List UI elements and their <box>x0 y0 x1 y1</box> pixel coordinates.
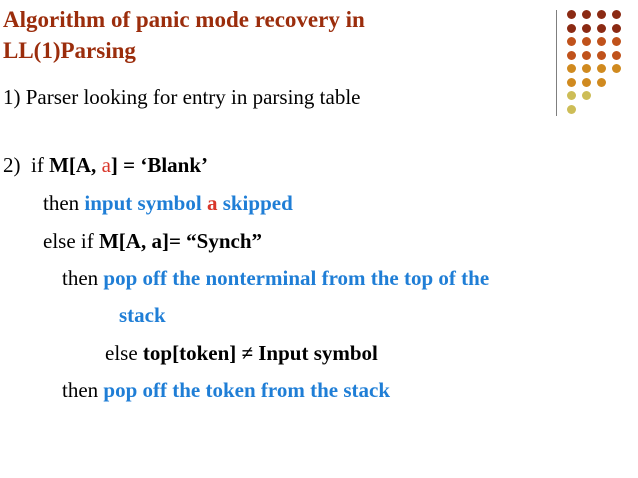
decor-dot <box>612 64 621 73</box>
condition-suffix: ] = ‘Blank’ <box>110 153 209 177</box>
synch-condition: M[A, a]= “Synch” <box>98 229 263 253</box>
step-2-number: 2) <box>3 153 21 177</box>
skip-action-prefix: input symbol <box>84 191 202 215</box>
pop-nonterminal-action-cont: stack <box>119 303 166 327</box>
skip-action-symbol-a: a <box>206 191 218 215</box>
decor-dot <box>567 105 576 114</box>
pop-nonterminal-action: pop off the nonterminal from the top of the <box>103 266 490 290</box>
condition-symbol-a: a <box>101 153 111 177</box>
then-keyword: then <box>62 266 99 290</box>
step-1: 1) Parser looking for entry in parsing table <box>3 85 361 109</box>
condition-prefix: M[A, <box>49 153 97 177</box>
decor-dot <box>597 51 606 60</box>
decor-dot <box>597 64 606 73</box>
decor-dot <box>612 24 621 33</box>
step-2 <box>3 152 208 178</box>
decor-dot <box>612 51 621 60</box>
decor-dot <box>567 37 576 46</box>
then-keyword: then <box>43 191 80 215</box>
decor-dot <box>582 24 591 33</box>
else-line <box>105 340 378 366</box>
if-keyword: if <box>31 153 44 177</box>
decor-dot <box>597 78 606 87</box>
decor-dot <box>567 91 576 100</box>
else-if-line <box>43 228 262 254</box>
decor-dot <box>597 37 606 46</box>
decor-dot <box>567 78 576 87</box>
decor-dot <box>567 64 576 73</box>
decor-dot <box>597 10 606 19</box>
decor-dot <box>582 91 591 100</box>
title-line-2: LL(1)Parsing <box>3 38 136 63</box>
title-line-1: Algorithm of panic mode recovery in <box>3 7 365 32</box>
token-condition: top[token] ≠ Input symbol <box>142 341 378 365</box>
decor-dot <box>582 10 591 19</box>
decor-dot <box>582 78 591 87</box>
then-keyword: then <box>62 378 99 402</box>
decor-dot <box>597 24 606 33</box>
pop-token-action: pop off the token from the stack <box>103 378 391 402</box>
then-pop-nonterminal-line <box>62 265 489 291</box>
decor-dot <box>567 51 576 60</box>
decor-dot <box>567 24 576 33</box>
else-keyword: else <box>105 341 138 365</box>
decor-dot <box>567 10 576 19</box>
decor-dot <box>582 64 591 73</box>
else-if-keyword: else if <box>43 229 94 253</box>
then-pop-token-line <box>62 377 390 403</box>
decor-dot <box>612 37 621 46</box>
decor-dot <box>612 10 621 19</box>
decor-dot <box>582 51 591 60</box>
skip-action-suffix: skipped <box>222 191 293 215</box>
then-skip-line <box>43 190 293 216</box>
decor-dot <box>582 37 591 46</box>
